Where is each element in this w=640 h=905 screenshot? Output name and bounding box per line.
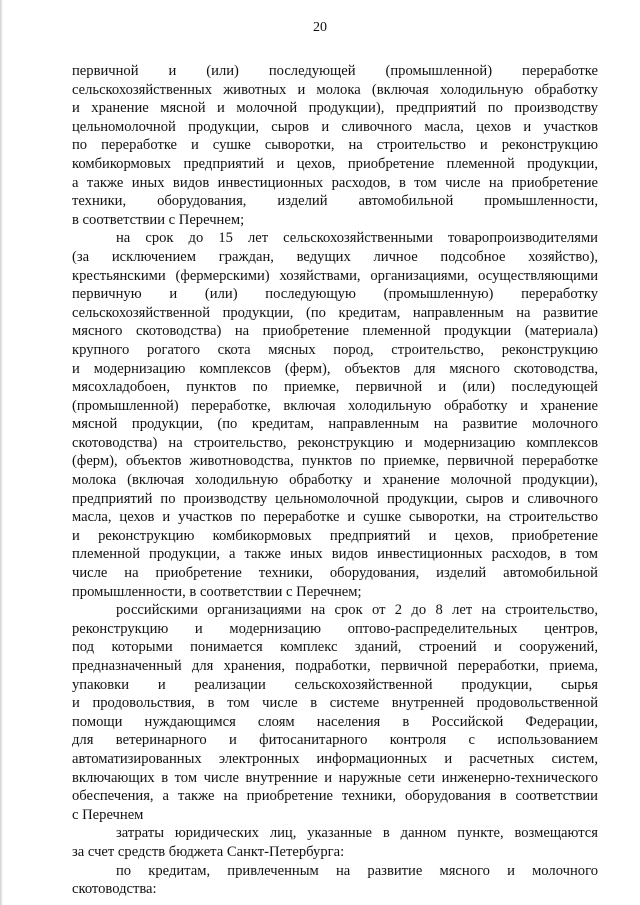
- text-line: сельскохозяйственной продукции, (по кредитам, направленным на развитие: [72, 304, 598, 321]
- text-line: первичной и (или) последующей (промышленной) переработке: [72, 63, 598, 79]
- scan-edge-shadow: [0, 0, 3, 905]
- text-line: и реконструкцию комбикормовых предприятий и цехов, приобретение: [72, 527, 598, 544]
- text-line: мясохладобоен, пунктов по приемке, первичной и (или) последующей: [72, 379, 598, 396]
- text-line: за счет средств бюджета Санкт-Петербурга:: [72, 843, 345, 860]
- text-line: для ветеринарного и фитосанитарного контроля с использованием: [72, 732, 598, 749]
- page-number: 20: [313, 20, 327, 35]
- text-line: с Перечнем: [72, 806, 144, 823]
- text-line: упаковки и реализации сельскохозяйственной продукции, сырья: [72, 676, 598, 693]
- text-line: предприятий по производству цельномолочной продукции, сыров и сливочного: [72, 490, 598, 507]
- text-line: включающих в том числе внутренние и наружные сети инженерно-технического: [72, 769, 598, 786]
- text-line: (за исключением граждан, ведущих личное подсобное хозяйство),: [72, 248, 598, 265]
- text-line: молока (включая холодильную обработку и хранение молочной продукции),: [72, 472, 598, 489]
- text-line: затраты юридических лиц, указанные в данном пункте, возмещаются: [116, 825, 598, 842]
- text-line: первичную и (или) последующую (промышленную) переработку: [72, 286, 598, 303]
- text-line: по переработке и сушке сыворотки, на строительство и реконструкцию: [72, 137, 598, 154]
- text-line: автоматизированных электронных информационных и расчетных систем,: [72, 750, 598, 767]
- text-line: цельномолочной продукции, сыров и сливочного масла, цехов и участков: [72, 118, 598, 135]
- text-line: предназначенный для хранения, подработки, первичной переработки, приема,: [72, 658, 598, 674]
- text-line: помощи нуждающимся слоям населения в Российской Федерации,: [72, 713, 598, 730]
- text-line: реконструкцию и модернизацию оптово-распределительных центров,: [72, 620, 598, 637]
- text-line: масла, цехов и участков по переработке и сушке сыворотки, на строительство: [72, 509, 598, 526]
- text-line: крестьянскими (фермерскими) хозяйствами, организациями, осуществляющими: [72, 267, 598, 284]
- body-text: [72, 62, 598, 899]
- text-line: числе на приобретение техники, оборудования, изделий автомобильной: [72, 565, 598, 582]
- text-line: а также иных видов инвестиционных расходов, в том числе на приобретение: [72, 174, 598, 191]
- text-line: на срок до 15 лет сельскохозяйственными товаропроизводителями: [116, 230, 598, 247]
- text-line: в соответствии с Перечнем;: [72, 211, 245, 228]
- text-line: и модернизацию комплексов (ферм), объектов для мясного скотоводства,: [72, 360, 598, 377]
- text-line: и хранение мясной и молочной продукции), предприятий по производству: [72, 100, 598, 117]
- text-line: под которыми понимается комплекс зданий, строений и сооружений,: [72, 639, 598, 656]
- text-line: племенной продукции, а также иных видов инвестиционных расходов, в том: [72, 546, 598, 563]
- text-line: скотоводства) на строительство, реконструкцию и модернизацию комплексов: [72, 434, 598, 451]
- text-line: по кредитам, привлеченным на развитие мясного и молочного: [116, 862, 598, 879]
- text-line: российскими организациями на срок от 2 до 8 лет на строительство,: [116, 602, 598, 619]
- text-line: комбикормовых предприятий и цехов, приобретение племенной продукции,: [72, 155, 598, 172]
- text-line: обеспечения, а также на приобретение техники, оборудования в соответствии: [72, 788, 598, 805]
- text-line: сельскохозяйственных животных и молока (включая холодильную обработку: [72, 81, 598, 98]
- text-line: крупного рогатого скота мясных пород, строительство, реконструкцию: [72, 341, 598, 358]
- text-line: скотоводства:: [72, 881, 157, 898]
- text-line: промышленности, в соответствии с Перечнем;: [72, 583, 362, 600]
- text-line: техники, оборудования, изделий автомобильной промышленности,: [72, 193, 598, 210]
- text-line: (ферм), объектов животноводства, пунктов по приемке, первичной переработке: [72, 453, 598, 470]
- text-line: и продовольствия, в том числе в системе внутренней продовольственной: [72, 695, 598, 712]
- text-line: мясной продукции, (по кредитам, направленным на развитие молочного: [72, 416, 598, 433]
- text-line: мясного скотоводства) на приобретение племенной продукции (материала): [72, 323, 598, 340]
- text-line: (промышленной) переработке, включая холодильную обработку и хранение: [72, 397, 598, 414]
